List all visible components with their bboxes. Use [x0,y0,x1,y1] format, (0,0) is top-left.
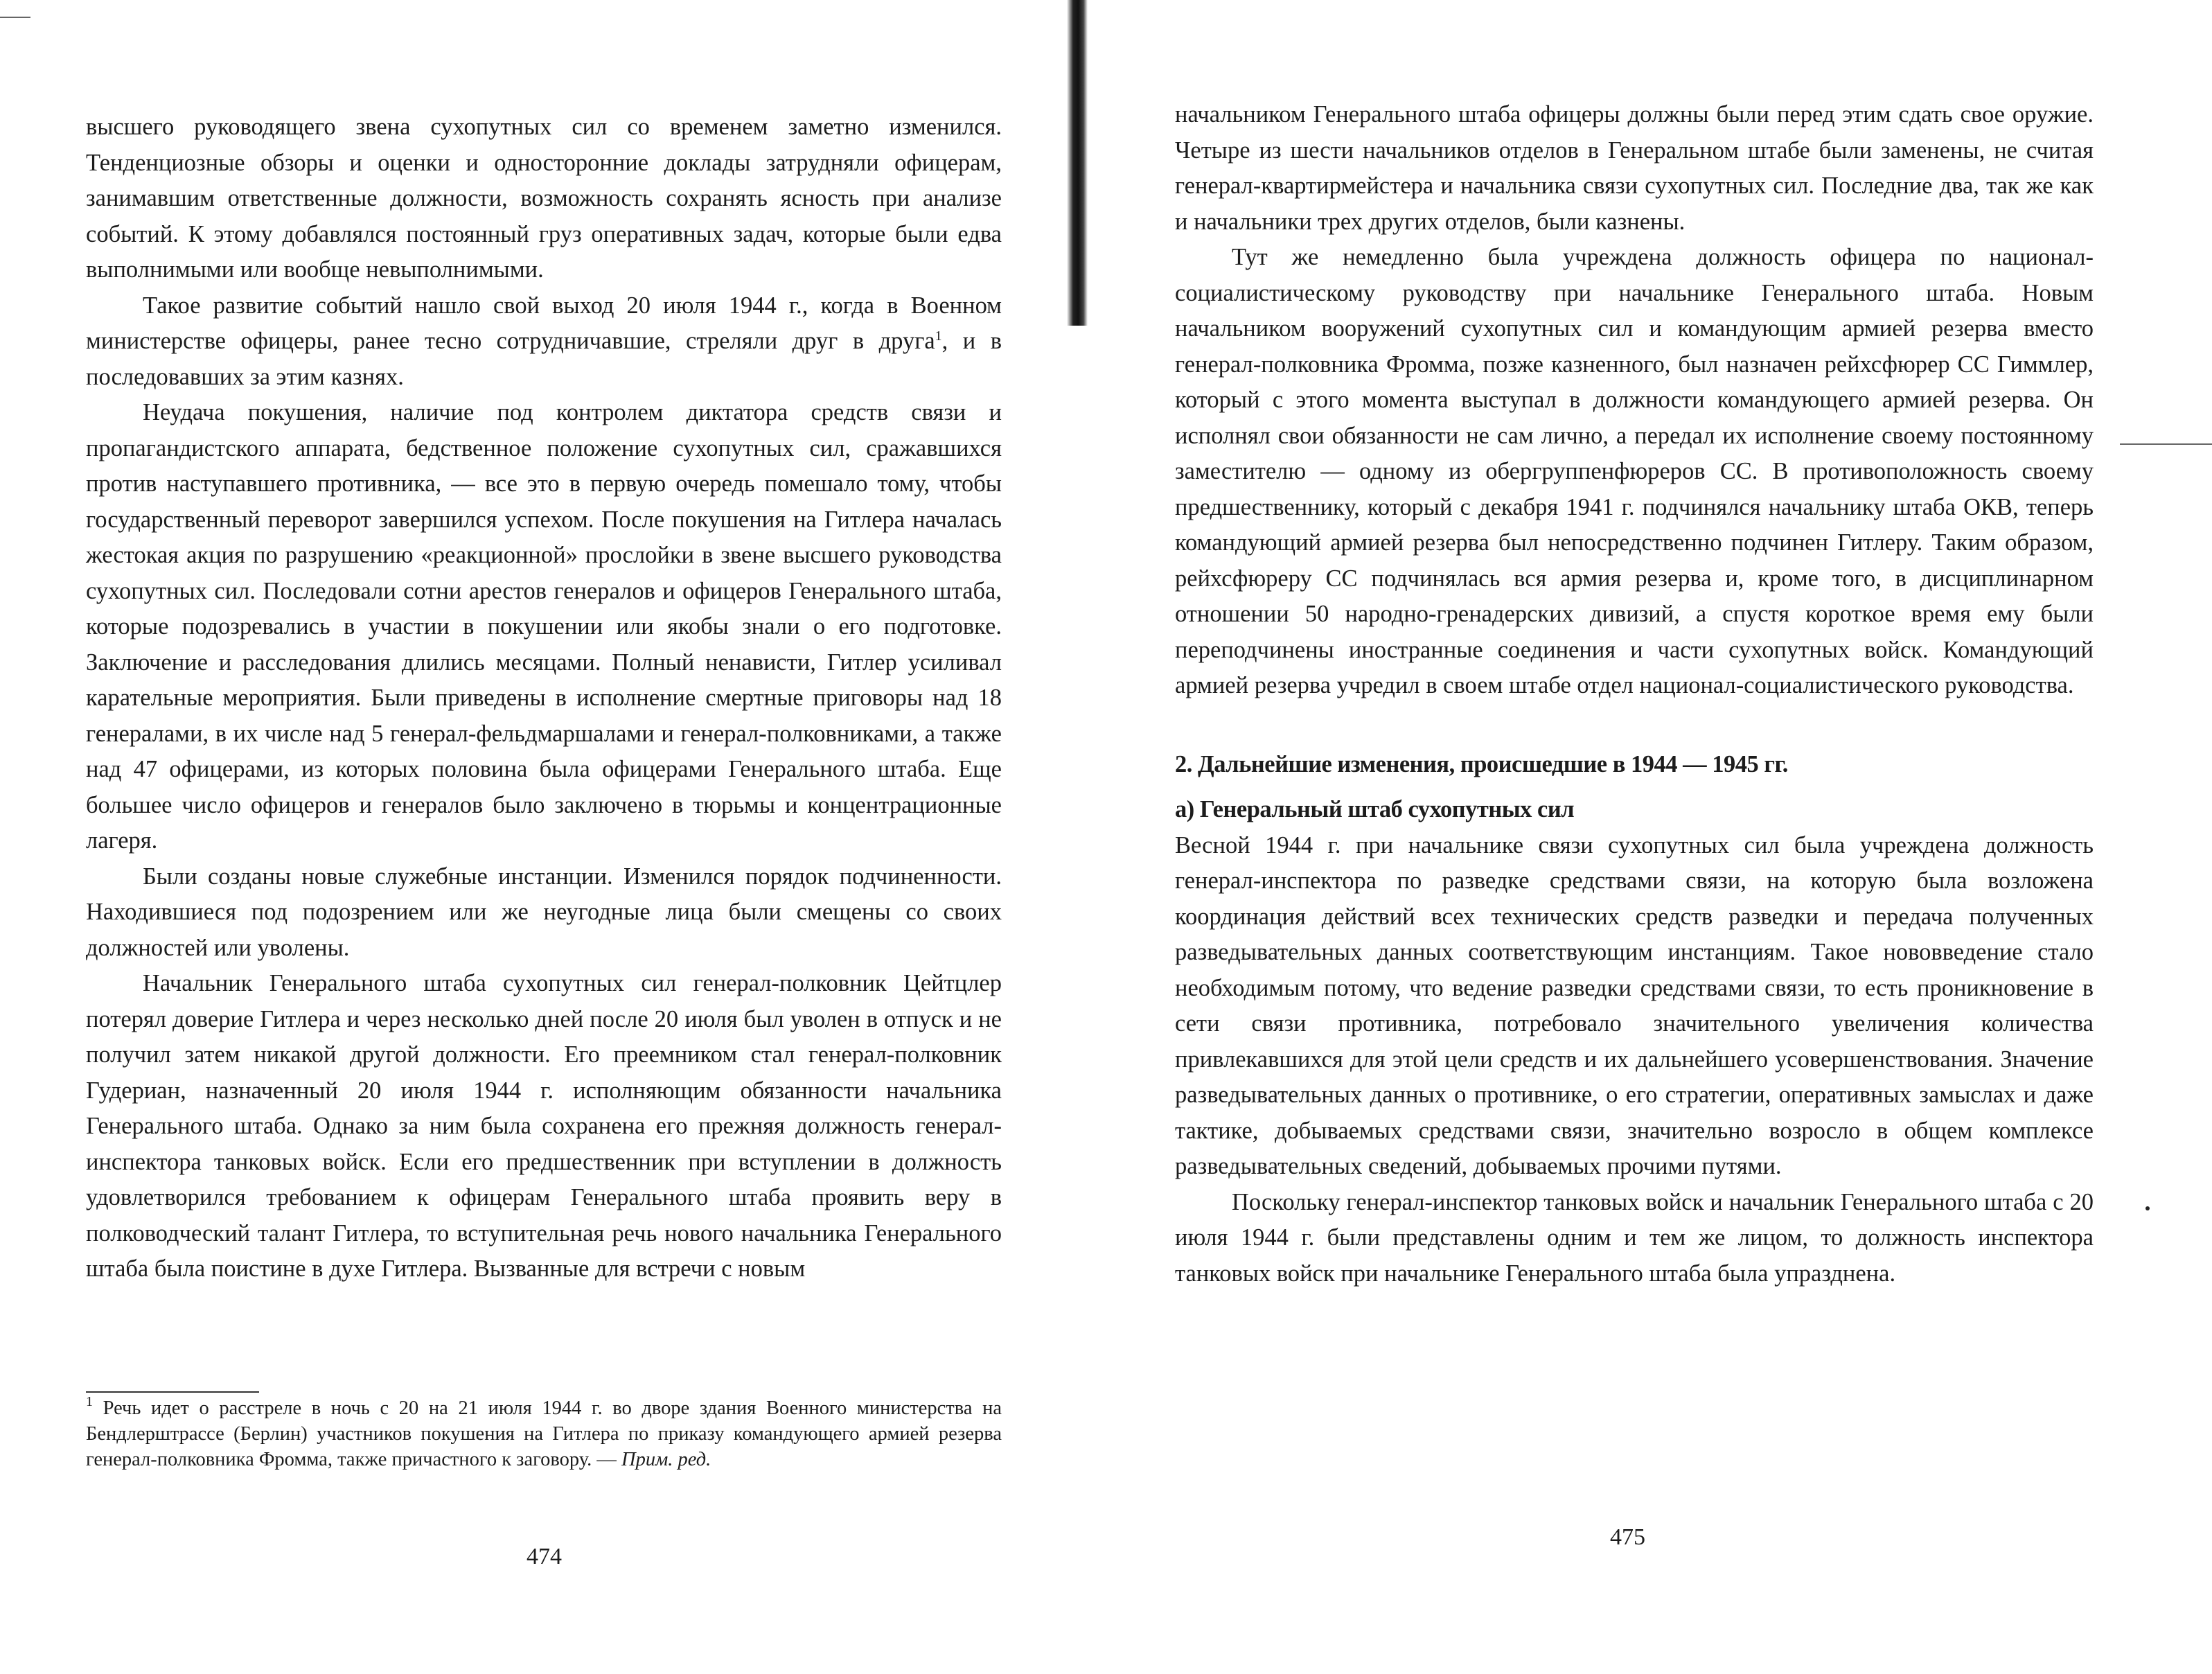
footnote-editor-note: Прим. ред. [621,1449,711,1470]
right-page-body [1175,97,2094,1292]
subsection-heading: а) Генеральный штаб сухопутных сил [1175,796,1575,822]
left-paragraph-2-text: Такое развитие событий нашло свой выход 20 июля 1944 г., когда в Военном министерстве офицеры, ранее тесно сотрудничавшие, стреляли друг в друга [86,292,1002,354]
left-page [0,0,1081,1674]
left-paragraph-4: Были созданы новые служебные инстанции. Изменился порядок подчиненности. Находившиеся под подозрением или же неугодные лица были смещены со своих должностей или уволены. [86,863,1002,961]
right-page [1108,0,2212,1674]
left-paragraph-2-tail: , и в последовавших за этим казнях. [86,328,1002,390]
page-number-left: 474 [527,1544,562,1569]
right-paragraph-4: Поскольку генерал-инспектор танковых войск и начальник Генерального штаба с 20 июля 1944 г. были представлены одним и тем же лицом, то должность инспектора танковых войск при начальнике Генерального штаба была упразднена. [1175,1188,2094,1287]
footnote-text: Речь идет о расстреле в ночь с 20 на 21 июля 1944 г. во дворе здания Военного министерства на Бендлерштрассе (Берлин) участников покушения на Гитлера по приказу командующего армией резерва генерал-полковника Фромма, также причастного к заговору. — [86,1398,1002,1470]
right-paragraph-2: Тут же немедленно была учреждена должность офицера по национал-социалистическому руководству при начальнике Генерального штаба. Новым начальником вооружений сухопутных сил и командующим армией резерва вместо генерал-полковника Фромма, позже казненного, был назначен рейхсфюрер СС Гиммлер, который с этого момента выступал в должности командующего армией резерва. Он исполнял свои обязанности не сам лично, а передал их исполнение своему постоянному заместителю — одному из обергруппенфюреров СС. В противоположность своему предшественнику, который с декабря 1941 г. подчинялся начальнику штаба ОКВ, теперь командующий армией резерва был непосредственно подчинен Гитлеру. Таким образом, рейхсфюреру СС подчинялась вся армия резерва и, кроме того, в дисциплинарном отношении 50 народно-гренадерских дивизий, а спустя короткое время ему были переподчинены иностранные соединения и части сухопутных войск. Командующий армией резерва учредил в своем штабе отдел национал-социалистического руководства. [1175,244,2094,698]
footnote [86,1395,1002,1472]
right-paragraph-1: начальником Генерального штаба офицеры должны были перед этим сдать свое оружие. Четыре из шести начальников отделов в Генеральном штабе были заменены, не считая генерал-квартирмейстера и начальника связи сухопутных сил. Последние два, так же как и начальники трех других отделов, были казнены. [1175,101,2094,235]
left-paragraph-1: высшего руководящего звена сухопутных сил со временем заметно изменился. Тенденциозные обзоры и оценки и односторонние доклады затрудняли офицерам, занимавшим ответственные должности, возможность сохранять ясность при анализе событий. К этому добавлялся постоянный груз оперативных задач, которые были едва выполнимыми или вообще невыполнимыми. [86,114,1002,283]
right-paragraph-3: Весной 1944 г. при начальнике связи сухопутных сил была учреждена должность генерал-инспектора по разведке средствами связи, на которую была возложена координация действий всех технических средств разведки и передача полученных разведывательных данных соответствующим инстанциям. Такое нововведение стало необходимым потому, что ведение разведки средствами связи, то есть проникновение в сети связи противника, потребовало значительного увеличения количества привлекавшихся для этой цели средств и их дальнейшего усовершенствования. Значение разведывательных данных о противнике, о его стратегии, оперативных замыслах и даже тактике, добываемых средствами связи, значительно возросло в общем комплексе разведывательных сведений, добываемых прочими путями. [1175,831,2094,1179]
left-paragraph-5: Начальник Генерального штаба сухопутных сил генерал-полковник Цейтцлер потерял доверие Гитлера и через несколько дней после 20 июля был уволен в отпуск и не получил затем никакой другой должности. Его преемником стал генерал-полковник Гудериан, назначенный 20 июля 1944 г. исполняющим обязанности начальника Генерального штаба. Однако за ним была сохранена его прежняя должность генерал-инспектора танковых войск. Если его предшественник при вступлении в должность удовлетворился требованием к офицерам Генерального штаба проявить веру в полководческий талант Гитлера, то вступительная речь нового начальника Генерального штаба была поистине в духе Гитлера. Вызванные для встречи с новым [86,970,1002,1282]
section-heading: 2. Дальнейшие изменения, происшедшие в 1944 — 1945 гг. [1175,750,1788,777]
left-paragraph-3: Неудача покушения, наличие под контролем диктатора средств связи и пропагандистского аппарата, бедственное положение сухопутных сил, сражавшихся против наступавшего противника, — все это в первую очередь помешало тому, чтобы государственный переворот завершился успехом. После покушения на Гитлера началась жестокая акция по разрушению «реакционной» прослойки в звене высшего руководства сухопутных сил. Последовали сотни арестов генералов и офицеров Генерального штаба, которые подозревались в участии в покушении или якобы знали о его подготовке. Заключение и расследования длились месяцами. Полный ненависти, Гитлер усиливал карательные мероприятия. Были приведены в исполнение смертные приговоры над 18 генералами, в их числе над 5 генерал-фельдмаршалами и генерал-полковниками, а также над 47 офицерами, из которых половина была офицерами Генерального штаба. Еще большее число офицеров и генералов было заключено в тюрьмы и концентрационные лагеря. [86,399,1002,854]
footnote-marker: 1 [86,1394,93,1409]
footnote-divider [86,1391,259,1393]
footnote-ref-marker: 1 [935,328,942,344]
left-paragraph-2 [86,288,1002,396]
left-page-body [86,109,1002,1287]
page-number-right: 475 [1610,1524,1645,1550]
